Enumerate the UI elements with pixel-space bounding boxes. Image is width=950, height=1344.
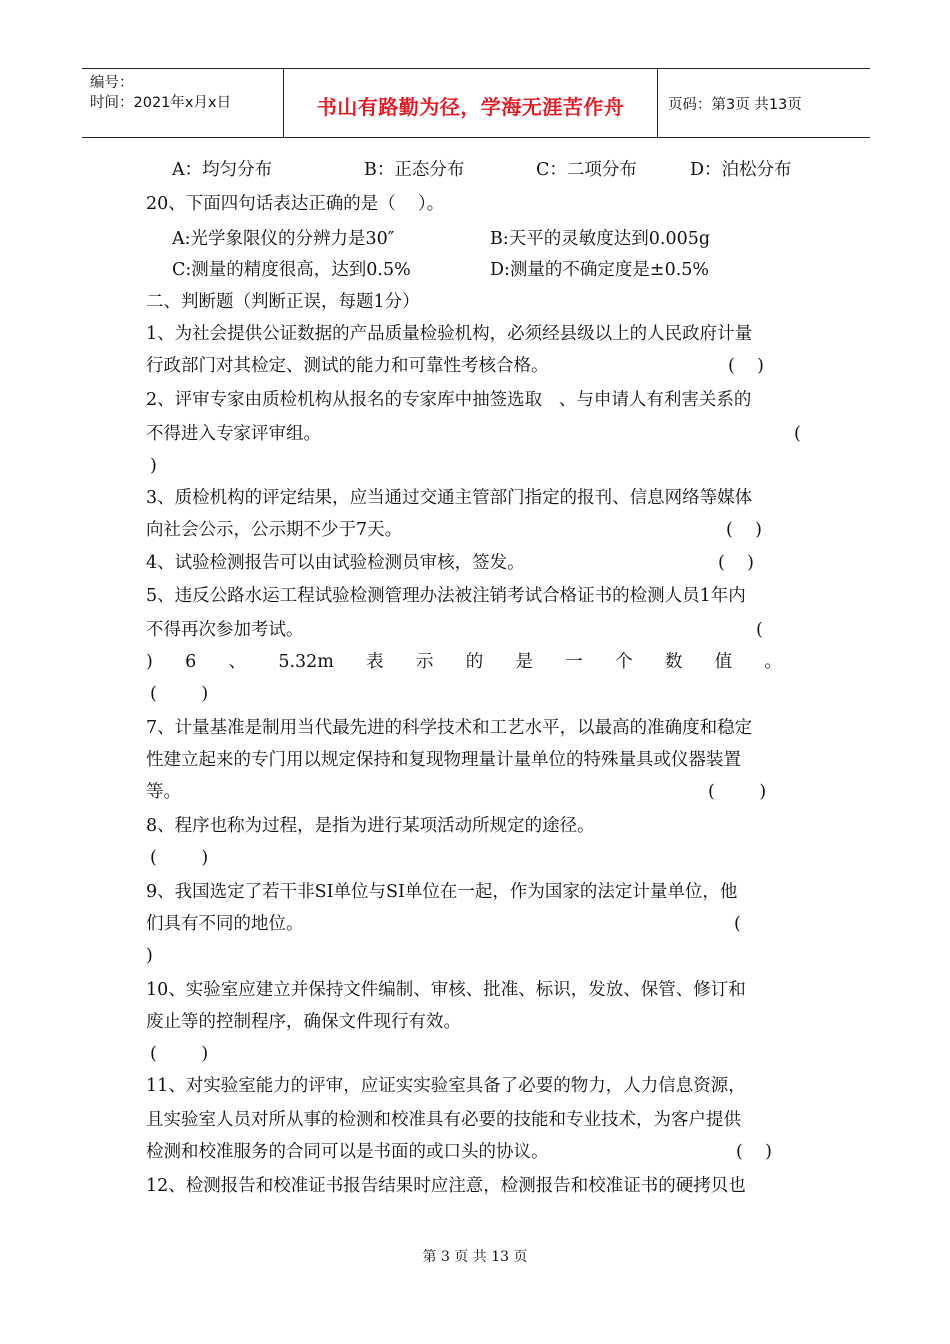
q1-line2: 行政部门对其检定、测试的能力和可靠性考核合格。 [146,356,549,376]
q8-line: 8、程序也称为过程，是指为进行某项活动所规定的途径。 [146,816,595,836]
q6-token: 、 [228,652,247,672]
q7-line2: 性建立起来的专门用以规定保持和复现物理量计量单位的特殊量具或仪器装置 [146,750,741,770]
answer-paren-open: ( [756,620,763,640]
option-c: C：二项分布 [536,160,637,180]
q9-line1: 9、我国选定了若干非SI单位与SI单位在一起，作为国家的法定计量单位，他 [146,882,738,902]
q6-token: 数 [664,652,683,672]
q5-line2: 不得再次参加考试。 [146,620,304,640]
answer-paren-close: ) [150,456,157,476]
page-footer: 第 3 页 共 13 页 [422,1249,528,1265]
answer-paren: ( ) [718,553,754,573]
q6-token: 示 [415,652,434,672]
q5-line1: 5、违反公路水运工程试验检测管理办法被注销考试合格证书的检测人员1年内 [146,586,746,606]
q20-option-b: B:天平的灵敏度达到0.005g [490,229,711,249]
answer-paren: ( ) [726,520,762,540]
q20-option-c: C:测量的精度很高，达到0.5% [172,260,411,280]
q7-line1: 7、计量基准是制用当代最先进的科学技术和工艺水平，以最高的准确度和稳定 [146,718,753,738]
option-a: A：均匀分布 [172,160,273,180]
q6-token: 一 [565,652,583,672]
answer-paren: ( ) [150,848,209,868]
date-label: 时间：2021年x月x日 [90,95,232,111]
q20-stem: 20、下面四句话表达正确的是（ ）。 [146,194,445,214]
answer-paren: ( ) [708,782,767,802]
q6-token: 的 [465,652,484,672]
answer-paren-open: ( [794,424,801,444]
q3-line2: 向社会公示，公示期不少于7天。 [146,520,403,540]
q6-token: 个 [615,652,633,672]
q10-line2: 废止等的控制程序，确保文件现行有效。 [146,1012,461,1032]
answer-paren-open: ( [734,914,741,934]
q11-line1: 11、对实验室能力的评审，应证实实验室具备了必要的物力，人力信息资源， [146,1076,746,1096]
q10-line1: 10、实验室应建立并保持文件编制、审核、批准、标识，发放、保管、修订和 [146,980,746,1000]
page-header [82,68,870,138]
q6-token: 表 [366,652,384,672]
q2-line1: 2、评审专家由质检机构从报名的专家库中抽签选取 、与申请人有利害关系的 [146,390,752,410]
answer-paren: ( ) [728,356,764,376]
q6-token: 值 [714,652,733,672]
q9-line2: 们具有不同的地位。 [146,914,304,934]
q6-token: 5.32m [278,652,334,672]
section-heading: 二、判断题（判断正误，每题1分） [146,292,420,312]
q20-option-d: D:测量的不确定度是±0.5% [490,260,710,280]
header-meta [82,69,284,137]
q6-token: 是 [515,652,533,672]
option-d: D：泊松分布 [690,160,792,180]
answer-paren: ( ) [150,684,209,704]
q3-line1: 3、质检机构的评定结果，应当通过交通主管部门指定的报刊、信息网络等媒体 [146,488,753,508]
option-b: B：正态分布 [364,160,465,180]
q7-line3: 等。 [146,782,181,802]
q6-token: 6 [185,652,197,672]
answer-paren: ( ) [736,1142,772,1162]
q11-line2: 且实验室人员对所从事的检测和校准具有必要的技能和专业技术，为客户提供 [146,1110,741,1130]
header-page-info: 页码：第3页 共13页 [668,97,802,113]
q4-line: 4、试验检测报告可以由试验检测员审核，签发。 [146,553,525,573]
answer-paren: ( ) [150,1044,209,1064]
q6-token: 。 [764,652,782,672]
q2-line2: 不得进入专家评审组。 [146,424,321,444]
number-label: 编号： [90,75,134,91]
q12-line1: 12、检测报告和校准证书报告结果时应注意，检测报告和校准证书的硬拷贝也 [146,1176,746,1196]
q1-line1: 1、为社会提供公证数据的产品质量检验机构，必须经县级以上的人民政府计量 [146,324,753,344]
answer-paren-close: ) [146,946,153,966]
q20-option-a: A:光学象限仪的分辨力是30″ [172,229,395,249]
q6-token: ) [146,652,153,672]
header-motto: 书山有路勤为径，学海无涯苦作舟 [284,69,658,137]
q11-line3: 检测和校准服务的合同可以是书面的或口头的协议。 [146,1142,549,1162]
q6-line [146,650,782,674]
